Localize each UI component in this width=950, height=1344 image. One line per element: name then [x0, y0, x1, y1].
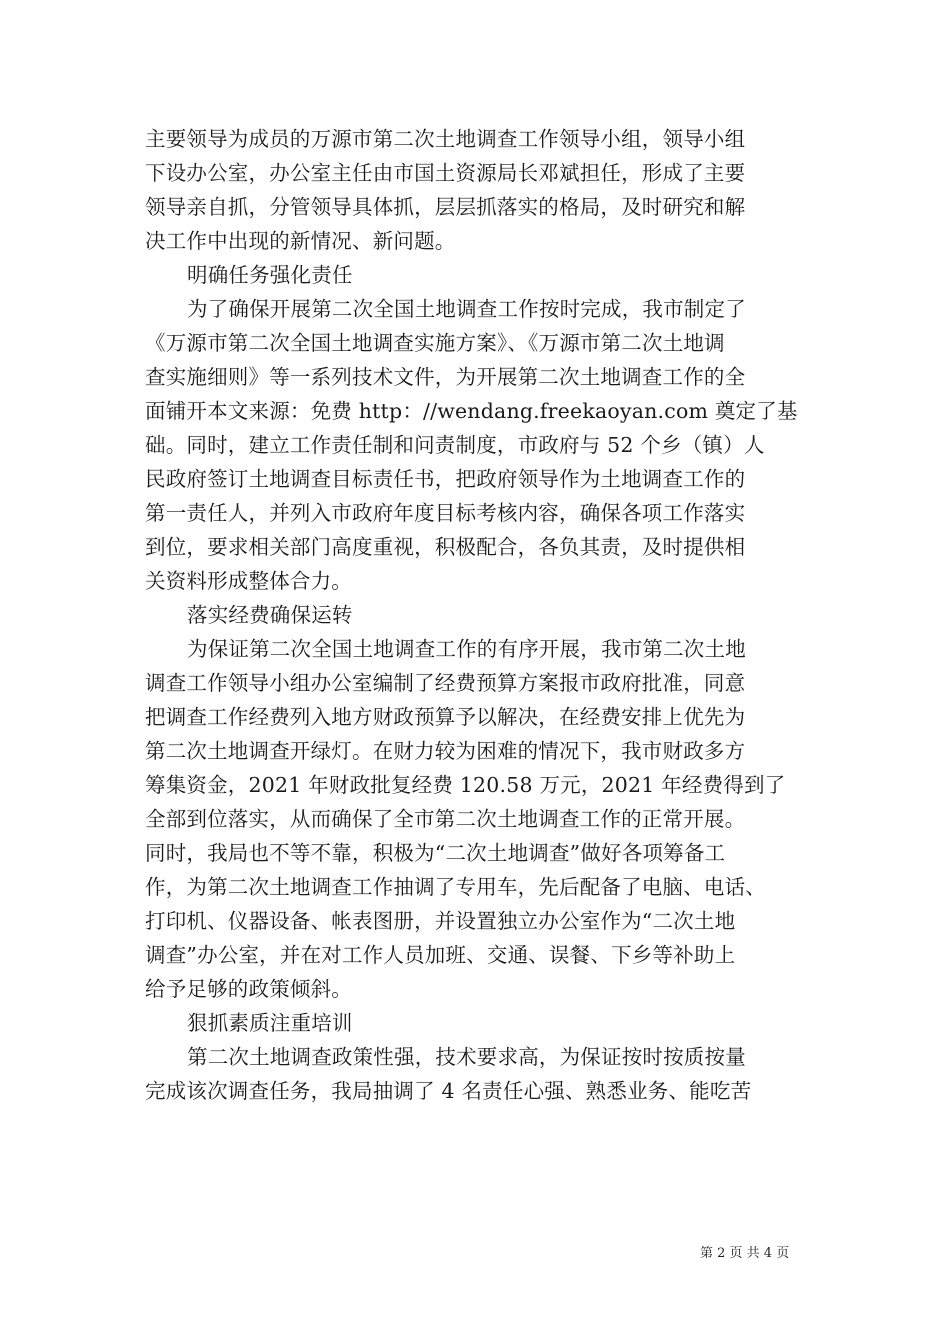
- text-line: 作，为第二次土地调查工作抽调了专用车，先后配备了电脑、电话、: [145, 875, 766, 899]
- text-line: 础。同时，建立工作责任制和问责制度，市政府与 52 个乡（镇）人: [145, 433, 765, 457]
- text-line: 调查工作领导小组办公室编制了经费预算方案报市政府批准，同意: [145, 671, 746, 695]
- text-line: 为保证第二次全国土地调查工作的有序开展，我市第二次土地: [187, 637, 746, 661]
- text-line: 下设办公室，办公室主任由市国土资源局长邓斌担任，形成了主要: [145, 161, 746, 185]
- text-line: 完成该次调查任务，我局抽调了 4 名责任心强、熟悉业务、能吃苦: [145, 1079, 752, 1103]
- text-line: 到位，要求相关部门高度重视，积极配合，各负其责，及时提供相: [145, 535, 746, 559]
- text-line: 查实施细则》等一系列技术文件，为开展第二次土地调查工作的全: [145, 365, 746, 389]
- text-line: 关资料形成整体合力。: [145, 569, 352, 593]
- text-line: 把调查工作经费列入地方财政预算予以解决，在经费安排上优先为: [145, 705, 746, 729]
- document-body: [145, 122, 805, 1108]
- text-line: 民政府签订土地调查目标责任书，把政府领导作为土地调查工作的: [145, 467, 746, 491]
- text-line: 主要领导为成员的万源市第二次土地调查工作领导小组，领导小组: [145, 127, 746, 151]
- text-line: 落实经费确保运转: [187, 603, 353, 627]
- text-line: 决工作中出现的新情况、新问题。: [145, 229, 456, 253]
- text-line: 第二次土地调查政策性强，技术要求高，为保证按时按质按量: [187, 1045, 746, 1069]
- text-line: 为了确保开展第二次全国土地调查工作按时完成，我市制定了: [187, 297, 746, 321]
- text-line: 筹集资金，2021 年财政批复经费 120.58 万元，2021 年经费得到了: [145, 773, 786, 797]
- text-line: 《万源市第二次全国土地调查实施方案》、《万源市第二次土地调: [145, 331, 725, 355]
- text-line: 面铺开本文来源：免费 http：//wendang.freekaoyan.com 奠定了基: [145, 399, 798, 423]
- text-line: 狠抓素质注重培训: [187, 1011, 353, 1035]
- text-line: 全部到位落实，从而确保了全市第二次土地调查工作的正常开展。: [145, 807, 746, 831]
- text-line: 调查”办公室，并在对工作人员加班、交通、误餐、下乡等补助上: [145, 943, 736, 967]
- page-number-footer: 第 2 页 共 4 页: [700, 1246, 790, 1261]
- text-line: 给予足够的政策倾斜。: [145, 977, 352, 1001]
- text-line: 明确任务强化责任: [187, 263, 353, 287]
- text-line: 第一责任人，并列入市政府年度目标考核内容，确保各项工作落实: [145, 501, 746, 525]
- text-line: 同时，我局也不等不靠，积极为“二次土地调查”做好各项筹备工: [145, 841, 726, 865]
- text-line: 第二次土地调查开绿灯。在财力较为困难的情况下，我市财政多方: [145, 739, 746, 763]
- text-line: 领导亲自抓，分管领导具体抓，层层抓落实的格局，及时研究和解: [145, 195, 746, 219]
- text-line: 打印机、仪器设备、帐表图册，并设置独立办公室作为“二次土地: [145, 909, 736, 933]
